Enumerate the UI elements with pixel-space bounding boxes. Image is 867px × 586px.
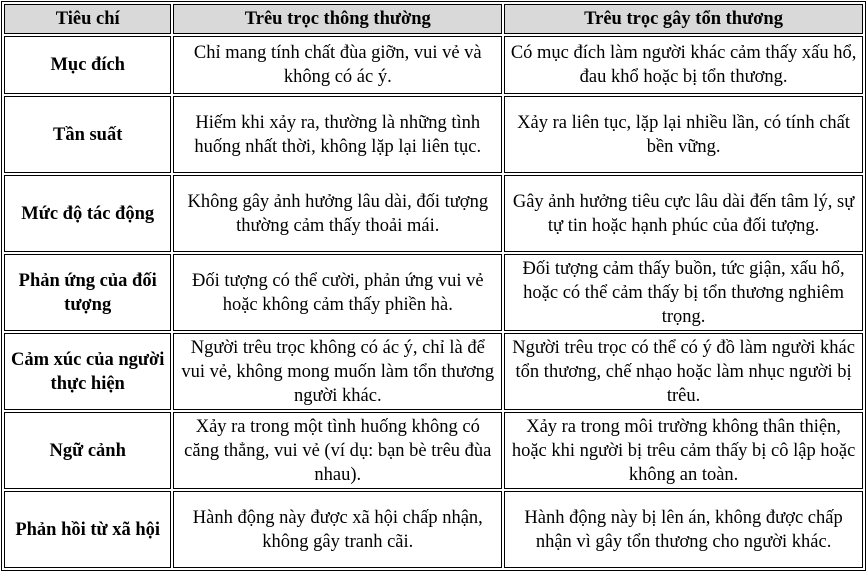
header-criterion: Tiêu chí [4, 4, 171, 34]
table-row [4, 175, 863, 252]
table-row [4, 36, 863, 94]
header-harmful-teasing: Trêu trọc gây tổn thương [504, 4, 863, 34]
table-row [4, 254, 863, 331]
criterion-cell: Phản hồi từ xã hội [4, 491, 171, 568]
normal-cell: Hiếm khi xảy ra, thường là những tình huống nhất thời, không lặp lại liên tục. [173, 96, 502, 173]
harmful-cell: Gây ảnh hưởng tiêu cực lâu dài đến tâm lý, sự tự tin hoặc hạnh phúc của đối tượng. [504, 175, 863, 252]
table-row [4, 96, 863, 173]
criterion-cell: Tần suất [4, 96, 171, 173]
harmful-cell: Xảy ra trong môi trường không thân thiện, hoặc khi người bị trêu cảm thấy bị cô lập hoặc không an toàn. [504, 412, 863, 489]
criterion-cell: Phản ứng của đối tượng [4, 254, 171, 331]
table-row [4, 333, 863, 410]
header-normal-teasing: Trêu trọc thông thường [173, 4, 502, 34]
table-row [4, 412, 863, 489]
harmful-cell: Xảy ra liên tục, lặp lại nhiều lần, có tính chất bền vững. [504, 96, 863, 173]
harmful-cell: Người trêu trọc có thể có ý đồ làm người khác tổn thương, chế nhạo hoặc làm nhục người bị trêu. [504, 333, 863, 410]
table-row [4, 491, 863, 568]
comparison-table [1, 1, 866, 571]
criterion-cell: Cảm xúc của người thực hiện [4, 333, 171, 410]
harmful-cell: Đối tượng cảm thấy buồn, tức giận, xấu hổ, hoặc có thể cảm thấy bị tổn thương nghiêm trọng. [504, 254, 863, 331]
criterion-cell: Mức độ tác động [4, 175, 171, 252]
criterion-cell: Mục đích [4, 36, 171, 94]
normal-cell: Đối tượng có thể cười, phản ứng vui vẻ hoặc không cảm thấy phiền hà. [173, 254, 502, 331]
normal-cell: Chỉ mang tính chất đùa giỡn, vui vẻ và không có ác ý. [173, 36, 502, 94]
harmful-cell: Có mục đích làm người khác cảm thấy xấu hổ, đau khổ hoặc bị tổn thương. [504, 36, 863, 94]
harmful-cell: Hành động này bị lên án, không được chấp nhận vì gây tổn thương cho người khác. [504, 491, 863, 568]
normal-cell: Hành động này được xã hội chấp nhận, không gây tranh cãi. [173, 491, 502, 568]
table-header-row [4, 4, 863, 34]
criterion-cell: Ngữ cảnh [4, 412, 171, 489]
normal-cell: Không gây ảnh hưởng lâu dài, đối tượng thường cảm thấy thoải mái. [173, 175, 502, 252]
normal-cell: Xảy ra trong một tình huống không có căng thẳng, vui vẻ (ví dụ: bạn bè trêu đùa nhau). [173, 412, 502, 489]
normal-cell: Người trêu trọc không có ác ý, chỉ là để vui vẻ, không mong muốn làm tổn thương người khác. [173, 333, 502, 410]
